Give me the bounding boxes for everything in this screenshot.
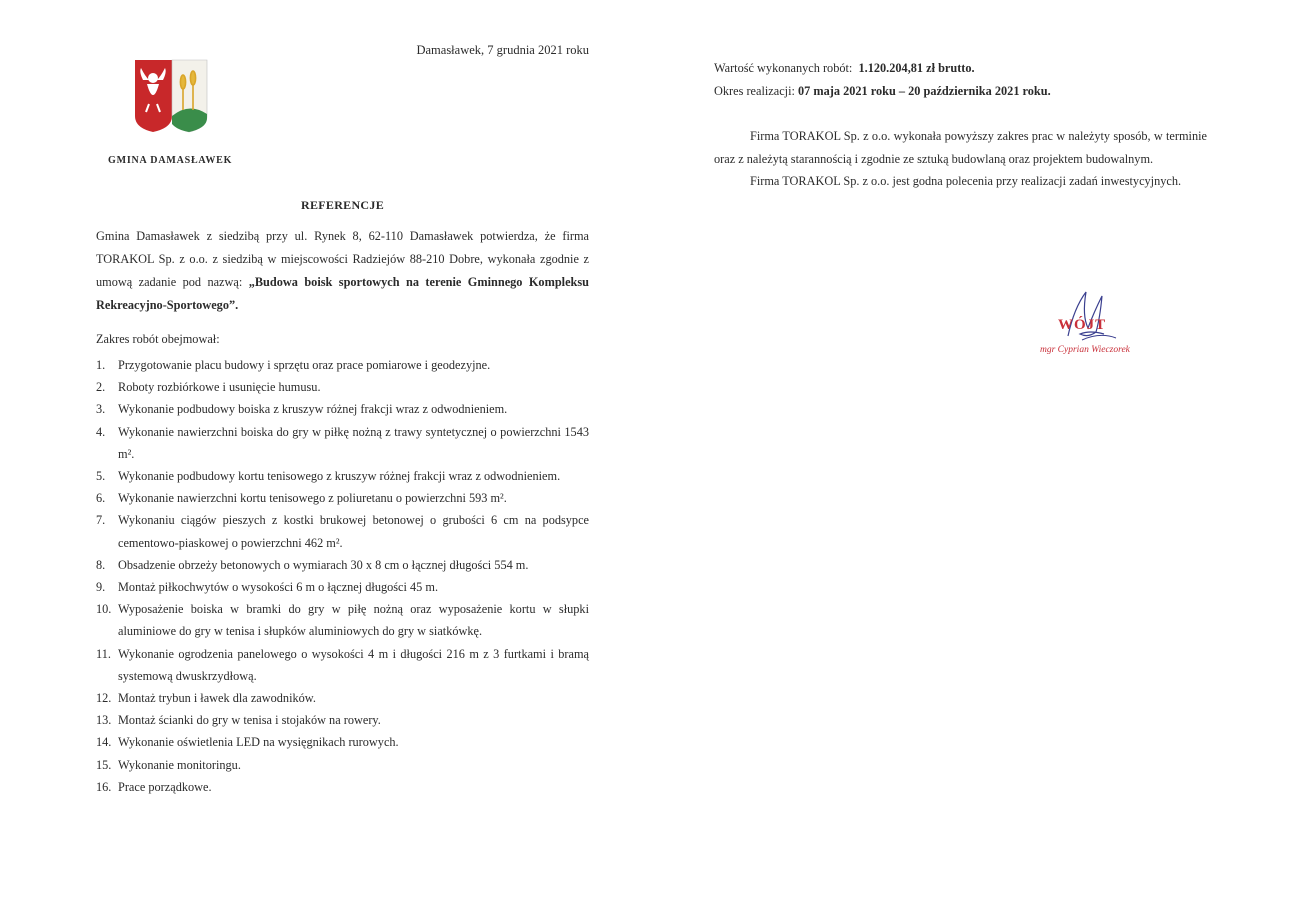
list-item	[96, 687, 589, 709]
item-number: 1.	[96, 358, 106, 372]
scope-list	[96, 354, 589, 798]
intro-paragraph	[96, 225, 589, 317]
list-item	[96, 643, 589, 687]
item-text: Wykonaniu ciągów pieszych z kostki brukowej betonowej o grubości 6 cm na podsypce cementowo-piaskowej o powierzchni 462 m².	[118, 513, 589, 550]
item-number: 7.	[96, 513, 106, 528]
item-text: Obsadzenie obrzeży betonowych o wymiarach 30 x 8 cm o łącznej długości 554 m.	[118, 557, 529, 572]
value-amount: 1.120.204,81 zł brutto.	[858, 61, 975, 75]
item-text: Wykonanie ogrodzenia panelowego o wysokości 4 m i długości 216 m z 3 furtkami i bramą systemową dwuskrzydłową.	[118, 646, 589, 683]
coat-of-arms-icon	[133, 58, 209, 134]
item-text: Montaż ścianki do gry w tenisa i stojaków na rowery.	[118, 713, 381, 728]
list-item	[96, 487, 589, 509]
item-number: 16.	[96, 779, 112, 794]
date-line: Damasławek, 7 grudnia 2021 roku	[416, 43, 589, 57]
item-text: Montaż piłkochwytów o wysokości 6 m o łącznej długości 45 m.	[118, 580, 439, 595]
issuer-name: GMINA DAMASŁAWEK	[108, 155, 233, 166]
signature-stamp	[1030, 288, 1160, 358]
list-item	[96, 421, 589, 465]
list-item	[96, 354, 589, 376]
item-text: Wykonanie nawierzchni kortu tenisowego z poliuretanu o powierzchni 593 m².	[118, 491, 507, 506]
list-item	[96, 576, 589, 598]
contract-summary	[714, 57, 1214, 103]
list-item	[96, 398, 589, 420]
list-item	[96, 554, 589, 576]
item-number: 12.	[96, 691, 112, 706]
list-item	[96, 709, 589, 731]
value-label: Wartość wykonanych robót:	[714, 61, 853, 75]
item-text: Wykonanie nawierzchni boiska do gry w piłkę nożną z trawy syntetycznej o powierzchni 1543 m².	[118, 424, 589, 461]
list-item	[96, 598, 589, 642]
scope-label: Zakres robót obejmował:	[96, 332, 220, 346]
intro-text: Gmina Damasławek z siedzibą przy ul. Rynek 8, 62-110 Damasławek potwierdza, że firma TORAKOL Sp. z o.o. z siedzibą w miejscowości Radziejów 88-210 Dobre, wykonała zgodnie z umową zadanie pod nazwą:	[96, 229, 589, 289]
recommendation-text	[714, 125, 1207, 193]
list-item	[96, 509, 589, 553]
item-number: 4.	[96, 424, 106, 439]
task-name: „Budowa boisk sportowych na terenie Gminnego Kompleksu Rekreacyjno-Sportowego”.	[96, 275, 590, 312]
item-text: Montaż trybun i ławek dla zawodników.	[118, 691, 316, 706]
item-number: 3.	[96, 402, 106, 417]
item-number: 9.	[96, 580, 106, 595]
period-label: Okres realizacji:	[714, 84, 795, 98]
recommendation-paragraph-1: Firma TORAKOL Sp. z o.o. wykonała powyższy zakres prac w należyty sposób, w terminie oraz z należytą starannością i zgodnie ze sztuką budowlaną oraz projektem budowalnym.	[714, 129, 1207, 166]
contract-value-line	[714, 57, 1214, 80]
item-number: 5.	[96, 469, 106, 484]
list-item	[96, 465, 589, 487]
item-number: 11.	[96, 646, 111, 661]
item-number: 10.	[96, 602, 112, 617]
recommendation-paragraph-2: Firma TORAKOL Sp. z o.o. jest godna polecenia przy realizacji zadań inwestycyjnych.	[750, 174, 1182, 188]
stamp-name: mgr Cyprian Wieczorek	[1040, 345, 1130, 355]
item-number: 14.	[96, 735, 112, 750]
stamp-title: WÓJT	[1058, 317, 1107, 333]
contract-period-line	[714, 80, 1214, 103]
item-text: Wykonanie oświetlenia LED na wysięgnikach rurowych.	[118, 735, 399, 750]
item-number: 2.	[96, 380, 106, 395]
item-number: 13.	[96, 713, 112, 728]
list-item	[96, 754, 589, 776]
item-text: Wykonanie podbudowy boiska z kruszyw różnej frakcji wraz z odwodnieniem.	[118, 402, 508, 417]
list-item	[96, 731, 589, 753]
document-title: REFERENCJE	[300, 198, 384, 212]
period-value: 07 maja 2021 roku – 20 października 2021 roku.	[798, 84, 1051, 98]
item-number: 15.	[96, 757, 112, 772]
item-number: 8.	[96, 557, 106, 572]
list-item	[96, 776, 589, 798]
item-text: Przygotowanie placu budowy i sprzętu oraz prace pomiarowe i geodezyjne.	[118, 358, 491, 372]
item-number: 6.	[96, 491, 106, 506]
item-text: Wykonanie podbudowy kortu tenisowego z kruszyw różnej frakcji wraz z odwodnieniem.	[118, 469, 561, 484]
item-text: Wykonanie monitoringu.	[118, 757, 241, 772]
list-item	[96, 376, 589, 398]
item-text: Roboty rozbiórkowe i usunięcie humusu.	[118, 380, 321, 395]
item-text: Wyposażenie boiska w bramki do gry w piłę nożną oraz wyposażenie kortu w słupki aluminiowe do gry w tenisa i słupków aluminiowych do gry w siatkówkę.	[118, 602, 589, 639]
item-text: Prace porządkowe.	[118, 779, 212, 794]
